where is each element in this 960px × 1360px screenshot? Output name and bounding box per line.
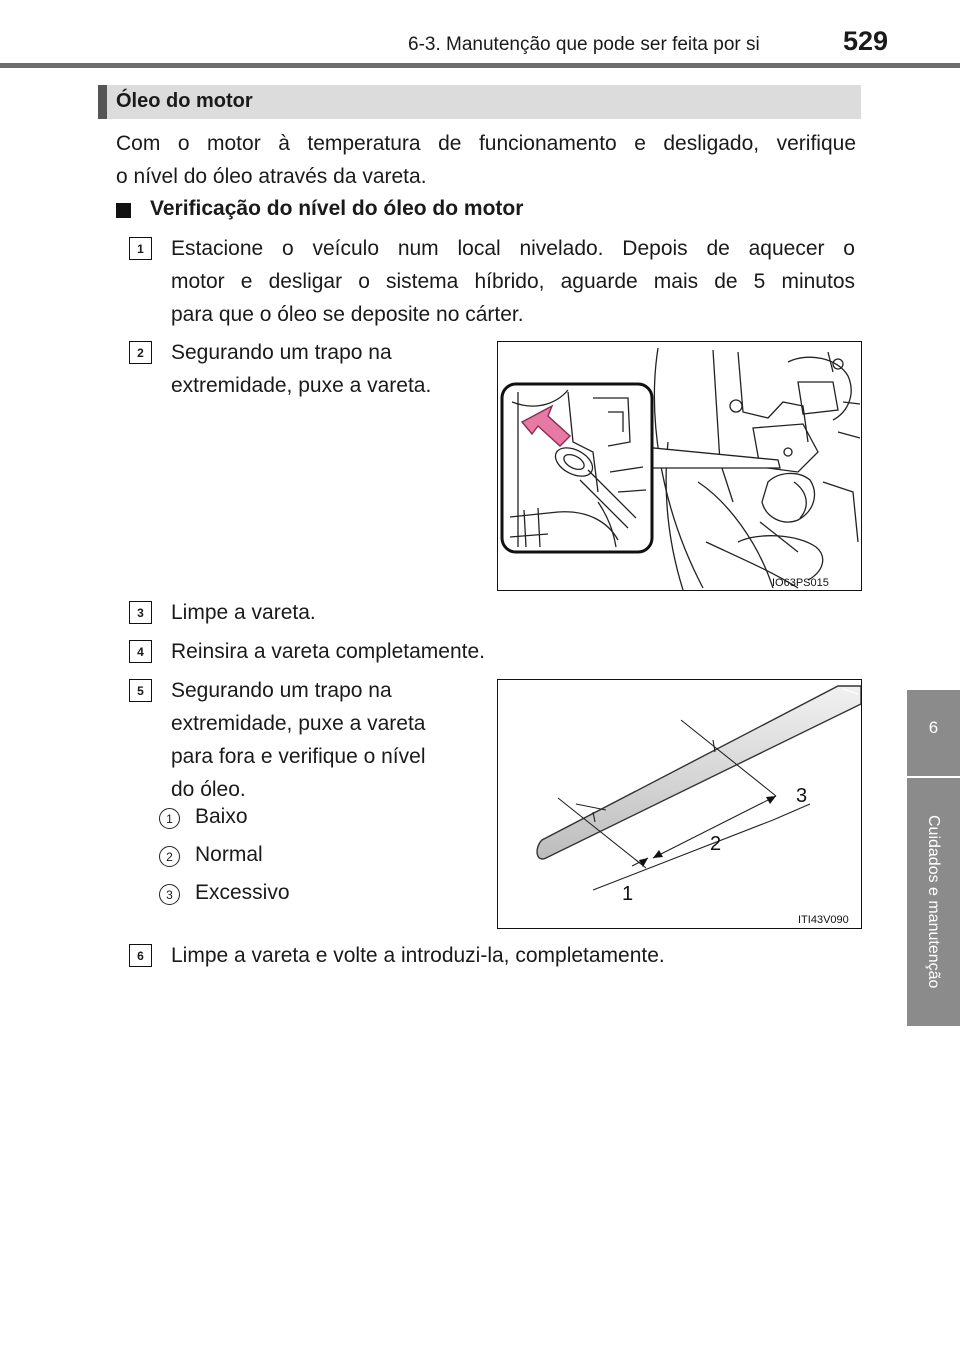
page-number: 529 [843, 26, 889, 56]
dipstick-callout-3: 3 [796, 785, 808, 807]
dipstick-callout-2: 2 [710, 833, 722, 855]
step-number-3: 3 [129, 601, 152, 624]
engine-figure-code: IO63PS015 [772, 577, 829, 589]
subheading-marker [116, 203, 131, 218]
engine-figure [497, 341, 862, 591]
dipstick-figure-code: ITI43V090 [798, 914, 849, 926]
running-header: 6-3. Manutenção que pode ser feita por si [408, 34, 760, 55]
step-number-6: 6 [129, 944, 152, 967]
step-3-line-1: Limpe a vareta. [171, 601, 316, 624]
step-number-5: 5 [129, 679, 152, 702]
step-6-line-1: Limpe a vareta e volte a introduzi-la, completamente. [171, 944, 665, 967]
level-number-1: 1 [159, 808, 180, 829]
level-number-2: 2 [159, 846, 180, 867]
step-5-line-1: Segurando um trapo na [171, 679, 392, 702]
dipstick-figure [497, 679, 862, 929]
dipstick-illustration [498, 680, 861, 928]
step-5-line-4: do óleo. [171, 778, 246, 801]
subheading: Verificação do nível do óleo do motor [150, 197, 524, 220]
chapter-label: Cuidados e manutenção [925, 815, 942, 989]
engine-illustration [498, 342, 861, 590]
chapter-number: 6 [928, 718, 939, 737]
header-rule [0, 63, 960, 68]
section-heading-accent [98, 85, 107, 119]
step-1-line-3: para que o óleo se deposite no cárter. [171, 303, 524, 326]
step-number-2: 2 [129, 341, 152, 364]
level-label-normal: Normal [195, 843, 263, 866]
step-2-line-2: extremidade, puxe a vareta. [171, 374, 432, 397]
intro-line-1: Com o motor à temperatura de funcionamento e desligado, verifique [116, 132, 856, 155]
step-1-line-1: Estacione o veículo num local nivelado. Depois de aquecer o [171, 237, 855, 260]
intro-line-2: o nível do óleo através da vareta. [116, 165, 427, 188]
level-label-excessive: Excessivo [195, 881, 290, 904]
step-number-1: 1 [129, 237, 152, 260]
step-4-line-1: Reinsira a vareta completamente. [171, 640, 485, 663]
step-5-line-2: extremidade, puxe a vareta [171, 712, 426, 735]
step-5-line-3: para fora e verifique o nível [171, 745, 426, 768]
section-title: Óleo do motor [116, 90, 253, 112]
level-number-3: 3 [159, 884, 180, 905]
step-number-4: 4 [129, 640, 152, 663]
step-1-line-2: motor e desligar o sistema híbrido, aguarde mais de 5 minutos [171, 270, 855, 293]
step-2-line-1: Segurando um trapo na [171, 341, 392, 364]
level-label-low: Baixo [195, 805, 248, 828]
dipstick-callout-1: 1 [622, 883, 634, 905]
